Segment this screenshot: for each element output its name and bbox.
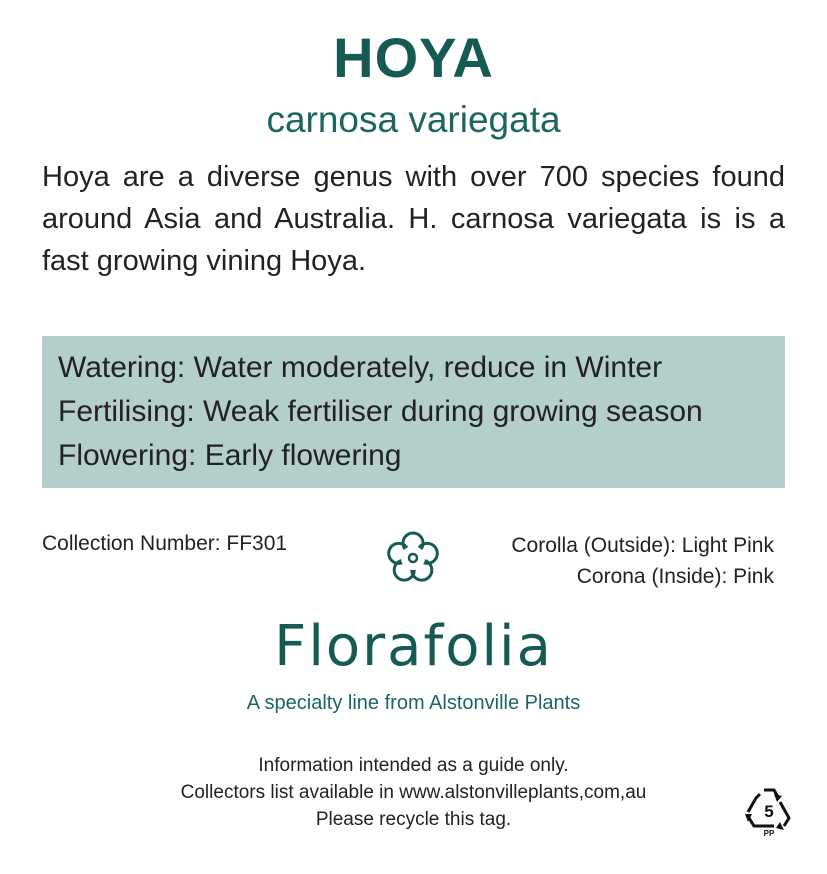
brand-tagline: A specialty line from Alstonville Plants (246, 692, 581, 714)
footer-line-guide: Information intended as a guide only. (258, 755, 569, 776)
corolla-color: Corolla (Outside): Light Pink (511, 534, 774, 557)
flower-colors (511, 530, 774, 592)
corona-color: Corona (Inside): Pink (576, 565, 774, 588)
page-title: HOYA (333, 26, 494, 89)
footer-notes (0, 752, 827, 833)
recycle-number: 5 (764, 802, 774, 821)
recycle-code: PP (763, 829, 775, 838)
watering-line: Watering: Water moderately, reduce in Winter (58, 351, 663, 384)
footer-line-recycle: Please recycle this tag. (315, 809, 512, 830)
collection-number: Collection Number: FF301 (42, 532, 288, 555)
flower-icon (385, 530, 441, 586)
footer-line-website: Collectors list available in www.alstonvilleplants,com,au (180, 782, 647, 803)
flowering-line: Flowering: Early flowering (58, 439, 402, 472)
plant-description: Hoya are a diverse genus with over 700 species found around Asia and Australia. H. carnosa variegata is is a fast growing vining Hoya. (42, 161, 785, 277)
brand-logo: Florafolia (274, 614, 553, 679)
recycle-icon (744, 784, 794, 838)
care-instructions-box (42, 336, 785, 488)
species-subtitle: carnosa variegata (266, 99, 561, 140)
fertilising-line: Fertilising: Weak fertiliser during growing season (58, 395, 703, 428)
